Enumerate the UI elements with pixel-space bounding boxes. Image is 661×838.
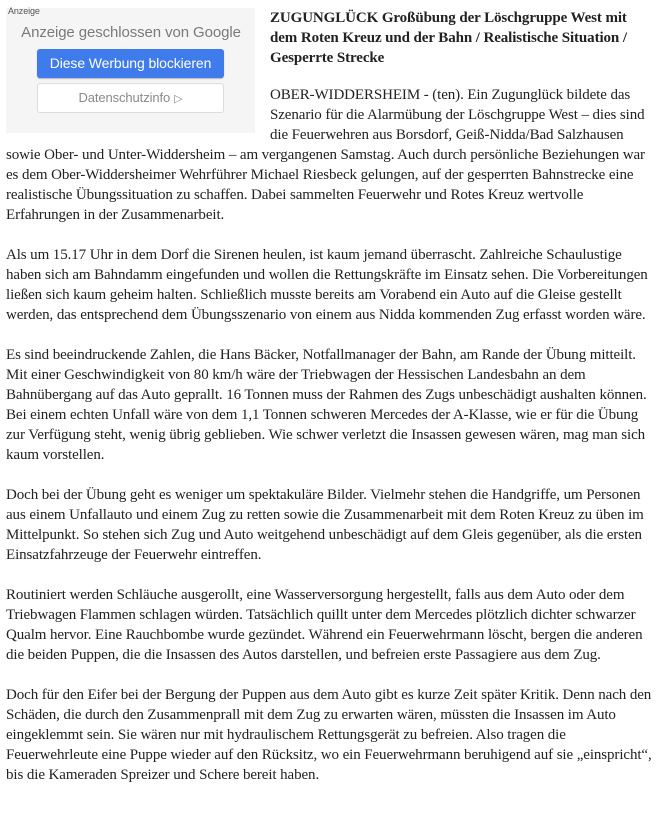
article-paragraph: Doch bei der Übung geht es weniger um spektakuläre Bilder. Vielmehr stehen die Handgriffe, um Personen aus einem Unfallauto und einem Zug zu retten sowie die Zusammenarbeit mit dem Roten Kreuz zu üben im Mittelpunkt. So stehen sich Zug und Auto weitgehend unbeschädigt auf dem Gleis gegenüber, als die ersten Einsatzfahrzeuge der Feuerwehr eintreffen. <box>6 487 644 563</box>
article-paragraph: Routiniert werden Schläuche ausgerollt, eine Wasserversorgung hergestellt, falls aus dem Auto oder dem Triebwagen Flammen schlagen würden. Tatsächlich quillt unter dem Mercedes plötzlich dichter schwarzer Qualm hervor. Eine Rauchbombe wurde gezündet. Während ein Feuerwehrmann löscht, bergen die anderen die beiden Puppen, die die Insassen des Autos darstellen, und befreien erste Passagiere aus dem Zug. <box>6 587 643 663</box>
article-paragraph: Als um 15.17 Uhr in dem Dorf die Sirenen heulen, ist kaum jemand überrascht. Zahlreiche Schaulustige haben sich am Bahndamm eingefunden und wollen die Rettungskräfte im Einsatz sehen. Die Vorbereitungen ließen sich kaum geheim halten. Schließlich musste bereits am Vorabend ein Auto auf die Gleise gestellt werden, das entsprechend dem Übungsszenario von einem aus Nidda kommenden Zug erfasst worden wäre. <box>6 247 648 323</box>
privacy-info-button[interactable] <box>37 83 224 113</box>
privacy-info-label: Datenschutzinfo <box>78 90 171 105</box>
article-paragraph: Es sind beeindruckende Zahlen, die Hans Bäcker, Notfallmanager der Bahn, am Rande der Übung mitteilt. Mit einer Geschwindigkeit von 80 km/h wäre der Triebwagen der Hessischen Landesbahn an dem Bahnübergang auf das Auto geprallt. 16 Tonnen muss der Rahmen des Zugs unbeschädigt aushalten können. Bei einem echten Unfall wäre von dem 1,1 Tonnen schweren Mercedes der A-Klasse, wie er für die Übung zur Verfügung steht, wenig übrig geblieben. Wie schwer verletzt die Insassen gewesen wären, mag man sich kaum vorstellen. <box>6 347 647 463</box>
article-paragraph: Doch für den Eifer bei der Bergung der Puppen aus dem Auto gibt es kurze Zeit später Kritik. Denn nach den Schäden, die durch den Zusammenprall mit dem Zug zu erwarten wären, müssten die Insassen im Auto eingeklemmt sein. Sie wären nur mit hydraulischem Rettungsgerät zu befreien. Also tragen die Feuerwehrleute eine Puppe wieder auf den Rücksitz, wo ein Feuerwehrmann beruhigend auf sie „einspricht“, bis die Kameraden Spreizer und Schere bereit haben. <box>6 687 652 783</box>
closed-ad-box <box>6 8 255 133</box>
adchoices-triangle-icon: ▷ <box>174 93 183 105</box>
article-headline: ZUGUNGLÜCK Großübung der Löschgruppe West mit dem Roten Kreuz und der Bahn / Realistische Situation / Gesperrte Strecke <box>270 10 627 66</box>
ad-label: Anzeige <box>8 6 40 16</box>
article <box>6 8 656 805</box>
ad-closed-notice: Anzeige geschlossen von Google <box>21 24 241 41</box>
block-ad-button[interactable]: Diese Werbung blockieren <box>37 49 224 78</box>
article-paragraph: OBER-WIDDERSHEIM - (ten). Ein Zugunglück bildete das Szenario für die Alarmübung der Löschgruppe West – dies sind die Feuerwehren aus Borsdorf, Geiß-Nidda/Bad Salzhausen sowie Ober- und Unter-Widdersheim – am vergangenen Samstag. Auch durch persönliche Beziehungen war es dem Ober-Widdersheimer Wehrführer Michael Riesbeck gelungen, auf der gesperrten Bahnstrecke eine realistische Übungssituation zu schaffen. Dabei sammelten Feuerwehr und Rotes Kreuz wertvolle Erfahrungen in der Zusammenarbeit. <box>6 87 645 223</box>
